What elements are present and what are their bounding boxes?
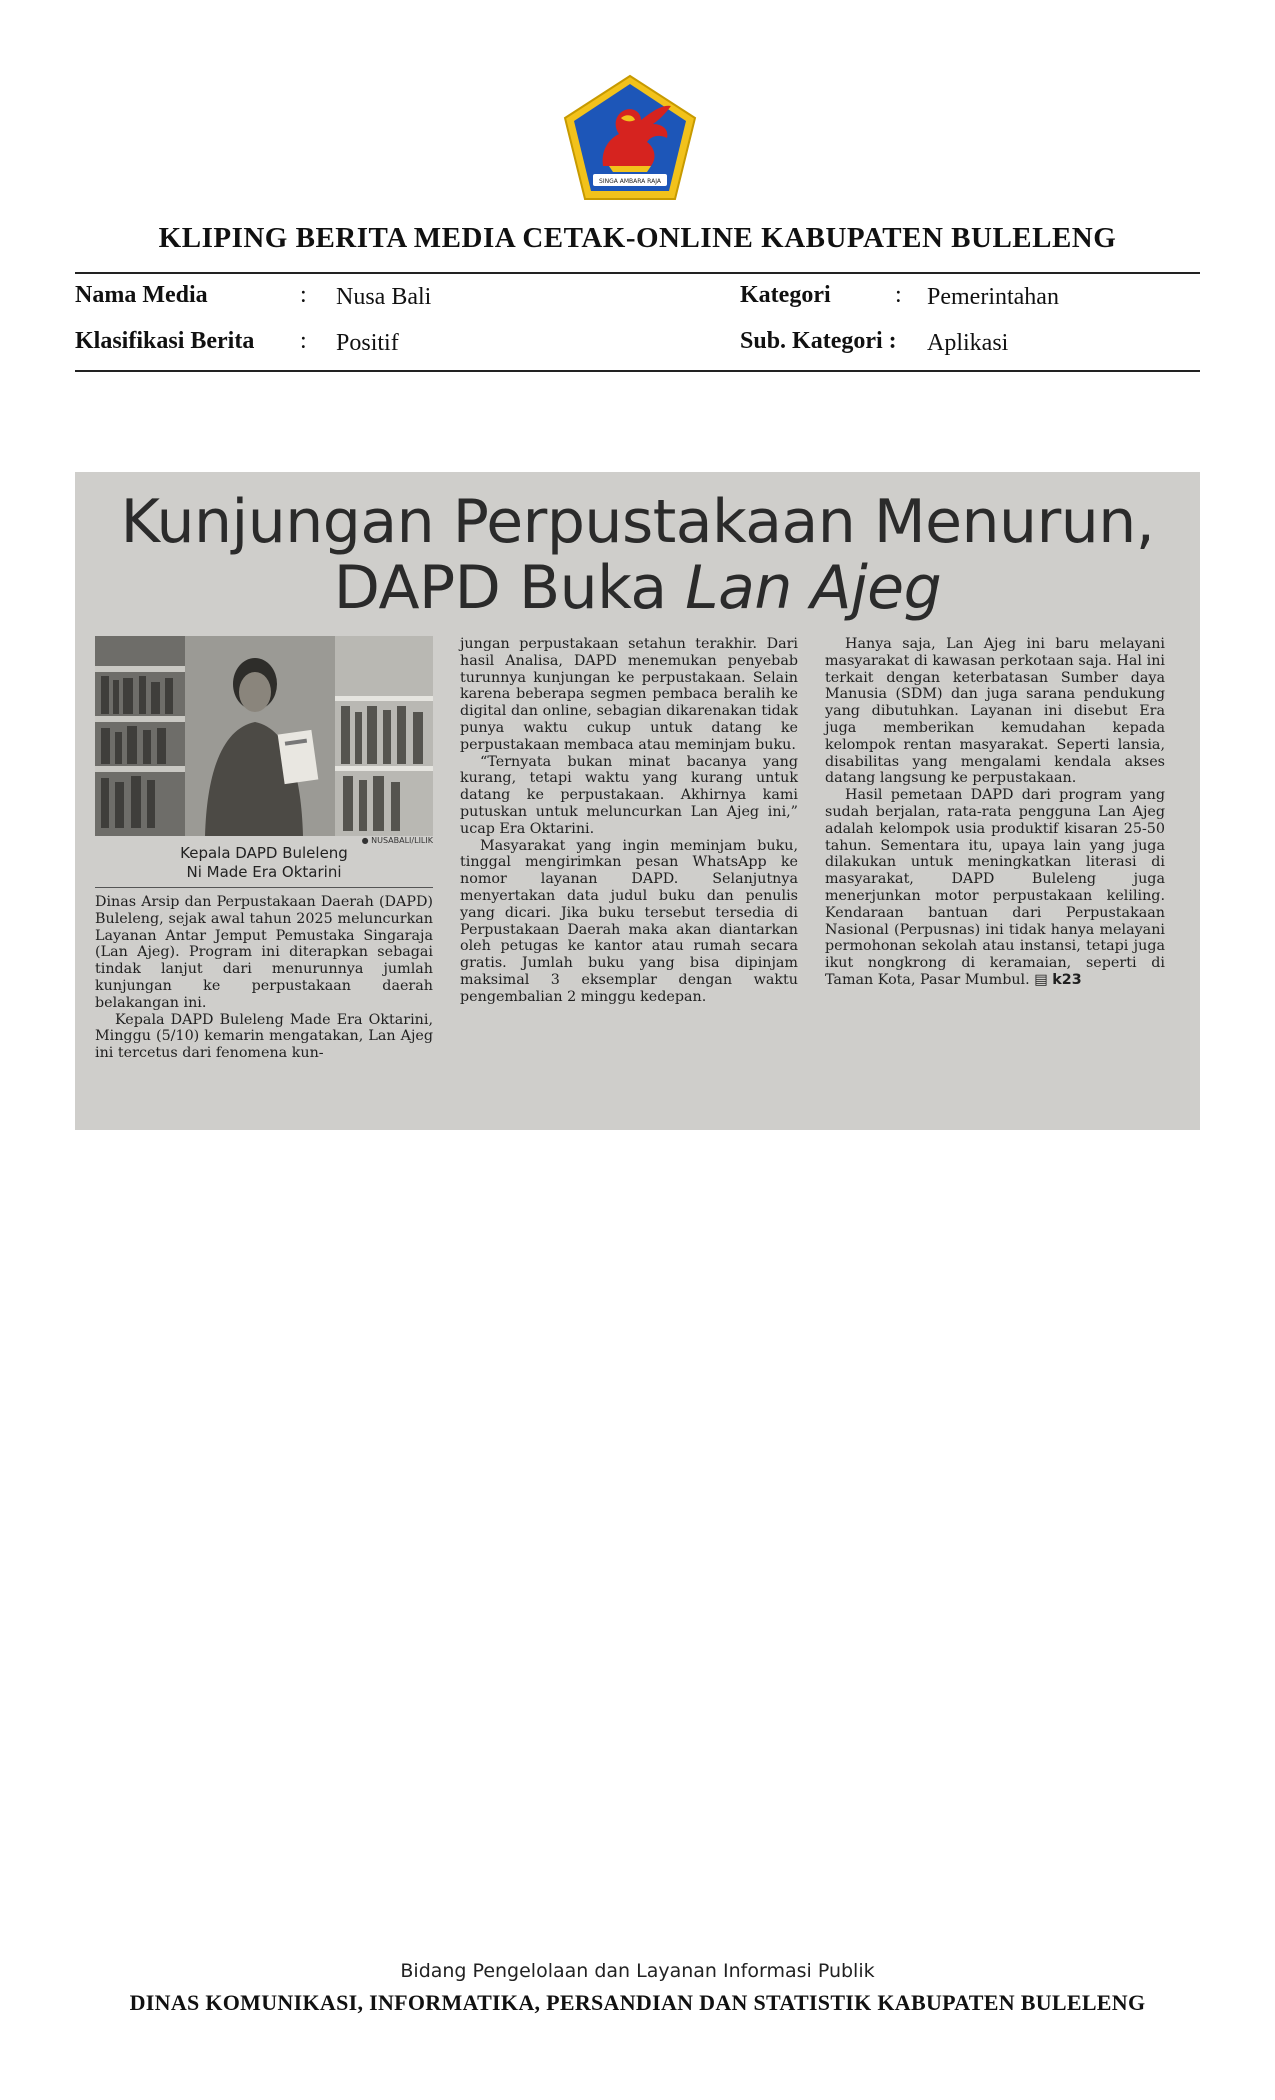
header-bottom-divider xyxy=(75,370,1200,372)
col2-paragraph: jungan perpustakaan setahun terakhir. Dari hasil Analisa, DAPD menemukan penyebab turunnya kunjungan ke perpustakaan. Selain karena beberapa segmen pembaca beralih ke digital dan online, sebagian dikarenakan tidak punya waktu cukup untuk datang ke perpustakaan membaca atau meminjam buku. xyxy=(460,636,798,753)
article-column-2 xyxy=(460,636,798,1006)
col1-paragraph: Dinas Arsip dan Perpustakaan Daerah (DAPD) Buleleng, sejak awal tahun 2025 meluncurkan Layanan Antar Jemput Pemustaka Singaraja (Lan Ajeg). Program ini diterapkan sebagai tindak lanjut dari menurunnya jumlah kunjungan ke perpustakaan daerah belakangan ini. xyxy=(95,894,433,1011)
col3-paragraph-text: Hasil pemetaan DAPD dari program yang sudah berjalan, rata-rata pengguna Lan Ajeg adalah kelompok usia produktif kisaran 25-50 tahun. Sementara itu, upaya lain yang juga dilakukan untuk meningkatkan literasi di masyarakat, DAPD Buleleng juga menerjunkan motor perpustakaan keliling. Kendaraan bantuan dari Perpustakaan Nasional (Perpusnas) ini tidak hanya melayani permohonan sekolah atau instansi, tetapi juga ikut nongkrong di keramaian, seperti di Taman Kota, Pasar Mumbul. xyxy=(825,787,1165,988)
klasifikasi-value: Positif xyxy=(336,330,399,356)
kategori-value: Pemerintahan xyxy=(927,284,1059,310)
klasifikasi-colon: : xyxy=(300,328,307,354)
kategori-label: Kategori xyxy=(740,282,831,308)
col2-paragraph: Masyarakat yang ingin meminjam buku, tinggal mengirimkan pesan WhatsApp ke nomor layanan DAPD. Selanjutnya menyertakan data judul buku dan penulis yang dicari. Jika buku tersebut tersedia di Perpustakaan Daerah maka akan diantarkan oleh petugas ke kantor atau rumah secara gratis. Jumlah buku yang bisa dipinjam maksimal 3 eksemplar dengan waktu pengembalian 2 minggu kedepan. xyxy=(460,837,798,1005)
sub-kategori-value: Aplikasi xyxy=(927,330,1009,356)
author-signature: k23 xyxy=(1052,971,1082,988)
caption-line-1: Kepala DAPD Buleleng xyxy=(180,844,348,862)
article-column-1 xyxy=(95,894,433,1062)
caption-line-2: Ni Made Era Oktarini xyxy=(186,863,342,881)
headline-line-1: Kunjungan Perpustakaan Menurun, xyxy=(120,487,1155,557)
article-column-3 xyxy=(825,636,1165,989)
col3-paragraph xyxy=(825,787,1165,989)
nama-media-colon: : xyxy=(300,282,307,308)
crest-motto-text: SINGA AMBARA RAJA xyxy=(599,178,661,185)
headline-plain-text: DAPD Buka xyxy=(333,553,686,623)
end-mark-icon: ▤ xyxy=(1034,971,1048,988)
headline-line-2 xyxy=(75,553,1200,623)
photo-caption xyxy=(95,844,433,882)
nama-media-value: Nusa Bali xyxy=(336,284,432,310)
footer-agency: DINAS KOMUNIKASI, INFORMATIKA, PERSANDIAN DAN STATISTIK KABUPATEN BULELENG xyxy=(129,1990,1146,2015)
header-top-divider xyxy=(75,272,1200,274)
document-header-title: KLIPING BERITA MEDIA CETAK-ONLINE KABUPATEN BULELENG xyxy=(158,222,1117,254)
caption-divider xyxy=(95,887,433,888)
footer-division: Bidang Pengelolaan dan Layanan Informasi Publik xyxy=(400,1960,875,1982)
klasifikasi-label: Klasifikasi Berita xyxy=(75,328,255,354)
newspaper-clipping xyxy=(75,472,1200,1130)
kategori-colon: : xyxy=(895,282,902,308)
col1-paragraph: Kepala DAPD Buleleng Made Era Oktarini, Minggu (5/10) kemarin mengatakan, Lan Ajeg ini tercetus dari fenomena kun- xyxy=(95,1011,433,1062)
sub-kategori-label: Sub. Kategori : xyxy=(740,328,897,354)
buleleng-crest-logo xyxy=(563,74,697,201)
col3-paragraph: Hanya saja, Lan Ajeg ini baru melayani masyarakat di kawasan perkotaan saja. Hal ini terkait dengan keterbatasan Sumber daya Manusia (SDM) dan juga sarana pendukung yang dibutuhkan. Layanan ini disebut Era juga memberikan kemudahan kepada kelompok rentan masyarakat. Seperti lansia, disabilitas yang mengalami kendala akses datang langsung ke perpustakaan. xyxy=(825,636,1165,787)
photo-credit: ● NUSABALI/LILIK xyxy=(361,836,433,845)
col2-paragraph: “Ternyata bukan minat bacanya yang kurang, tetapi waktu yang kurang untuk datang ke perpustakaan. Akhirnya kami putuskan untuk meluncurkan Lan Ajeg ini,” ucap Era Oktarini. xyxy=(460,753,798,837)
nama-media-label: Nama Media xyxy=(75,282,208,308)
article-photo xyxy=(95,636,433,836)
headline-italic-text: Lan Ajeg xyxy=(685,553,942,623)
